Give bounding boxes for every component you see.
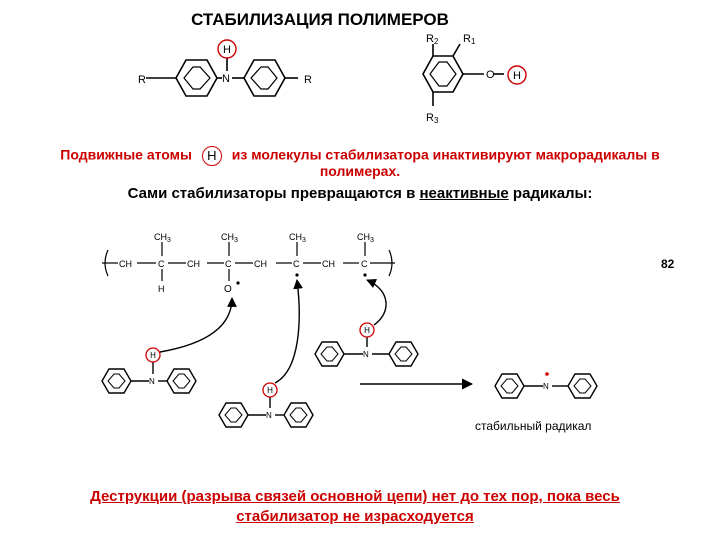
subtitle-underlined: неактивные	[419, 185, 509, 202]
donor1-h: H	[150, 351, 156, 360]
slide-title: СТАБИЛИЗАЦИЯ ПОЛИМЕРОВ	[191, 10, 449, 29]
amine-h: H	[223, 44, 231, 56]
statement-line-2: полимерах.	[319, 163, 401, 179]
chain-seg-7: CH	[322, 259, 335, 269]
statement-part-2: из молекулы стабилизатора инактивируют макрорадикалы в	[231, 146, 660, 163]
subtitle-before: Сами стабилизаторы превращаются в	[127, 185, 420, 202]
chain-seg-8: C	[361, 259, 368, 269]
product-n: N	[543, 382, 549, 391]
conclusion-line-1: Деструкции (разрыва связей основной цепи) нет до тех пор, пока весь	[90, 488, 620, 505]
chain-seg-1: CH	[119, 259, 132, 269]
donor3-h: H	[364, 326, 370, 335]
chain-seg-4: C	[225, 259, 232, 269]
product-radical-dot	[545, 372, 549, 376]
amine-r-right: R	[304, 74, 312, 86]
benzene-ring-right	[244, 60, 285, 96]
oxy-radical-dot	[236, 281, 239, 284]
amine-r-left: R	[138, 74, 146, 86]
donor1-n: N	[149, 377, 155, 386]
page-number: 82	[661, 257, 675, 271]
chain-ch3-2: $CH_3$	[221, 232, 238, 244]
h-atom-circle: H	[202, 146, 222, 166]
donor2-h: H	[267, 386, 273, 395]
donor2-n: N	[266, 411, 272, 420]
arrow-h-to-c1	[275, 280, 299, 383]
chain-seg-3: CH	[187, 259, 200, 269]
chain-ch3-1: $CH_3$	[154, 232, 171, 244]
phenol-r1: R1	[463, 33, 476, 46]
chain-seg-6: C	[293, 259, 300, 269]
phenol-r3: R3	[426, 112, 439, 125]
benzene-inner-right	[251, 67, 277, 89]
subtitle	[0, 185, 720, 202]
chain-ch3-3: $CH_3$	[289, 232, 306, 244]
chain-seg-2: C	[158, 259, 165, 269]
benzene-ring-left	[176, 60, 217, 96]
polymer-chain	[102, 242, 395, 281]
chain-ch3-4: $CH_3$	[357, 232, 374, 244]
statement-part-1: Подвижные атомы	[60, 146, 192, 163]
amine-n: N	[222, 73, 230, 85]
product-label: стабильный радикал	[475, 419, 592, 433]
conclusion-line-2: стабилизатор не израсходуется	[236, 508, 474, 525]
chain-seg-5: CH	[254, 259, 267, 269]
subtitle-after: радикалы:	[508, 185, 593, 202]
phenol-r2: R2	[426, 33, 439, 46]
arrow-h-to-c2	[367, 280, 386, 325]
donor3-n: N	[363, 350, 369, 359]
chain-oxy: O	[224, 284, 232, 295]
phenol-o: O	[486, 69, 495, 81]
benzene-inner-left	[184, 67, 210, 89]
arrow-h-to-oxy	[160, 298, 232, 352]
carbon-radical-dot-1	[295, 273, 298, 276]
chain-h: H	[158, 284, 165, 294]
carbon-radical-dot-2	[363, 273, 366, 276]
phenol-h: H	[513, 70, 521, 82]
